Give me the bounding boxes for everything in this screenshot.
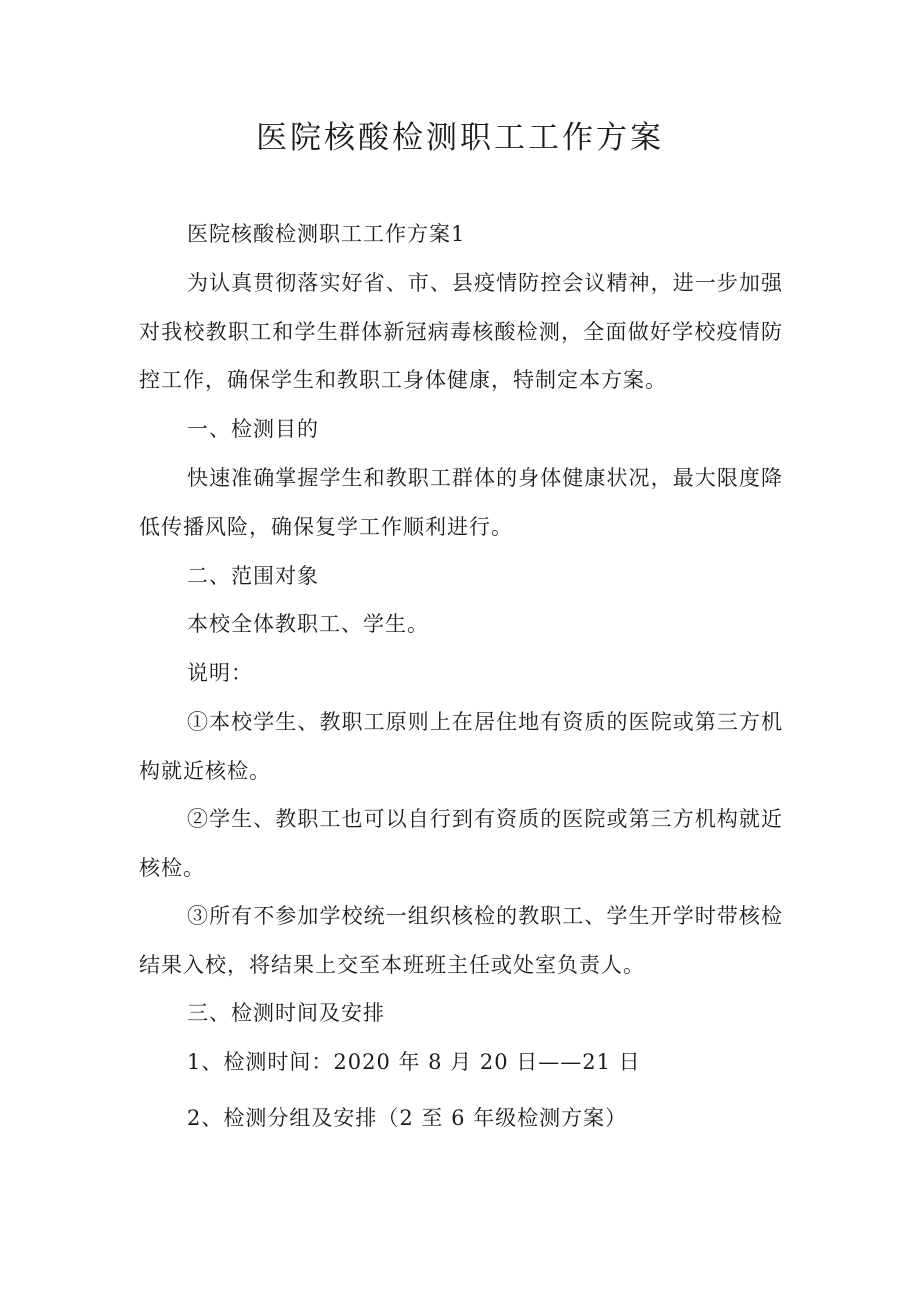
note-label: 说明： bbox=[187, 661, 253, 685]
note-item-3: ③所有不参加学校统一组织核检的教职工、学生开学时带核检结果入校，将结果上交至本班班主任或处室负责人。 bbox=[139, 904, 783, 977]
schedule-groups: 2、检测分组及安排（2 至 6 年级检测方案） bbox=[187, 1106, 628, 1130]
scope-paragraph: 本校全体教职工、学生。 bbox=[187, 612, 429, 636]
schedule-time: 1、检测时间：2020 年 8 月 20 日——21 日 bbox=[187, 1050, 641, 1074]
document-title: 医院核酸检测职工工作方案 bbox=[256, 120, 664, 156]
note-item-1: ①本校学生、教职工原则上在居住地有资质的医院或第三方机构就近核检。 bbox=[139, 710, 783, 783]
note-item-2: ②学生、教职工也可以自行到有资质的医院或第三方机构就近核检。 bbox=[139, 807, 783, 880]
intro-paragraph: 为认真贯彻落实好省、市、县疫情防控会议精神，进一步加强对我校教职工和学生群体新冠病毒核酸检测，全面做好学校疫情防控工作，确保学生和教职工身体健康，特制定本方案。 bbox=[139, 271, 783, 392]
purpose-paragraph: 快速准确掌握学生和教职工群体的身体健康状况，最大限度降低传播风险，确保复学工作顺利进行。 bbox=[139, 466, 783, 539]
section-heading-scope: 二、范围对象 bbox=[187, 564, 319, 588]
section-heading-schedule: 三、检测时间及安排 bbox=[187, 1001, 385, 1025]
section-heading-purpose: 一、检测目的 bbox=[187, 417, 319, 441]
subtitle-paragraph: 医院核酸检测职工工作方案1 bbox=[187, 222, 466, 246]
